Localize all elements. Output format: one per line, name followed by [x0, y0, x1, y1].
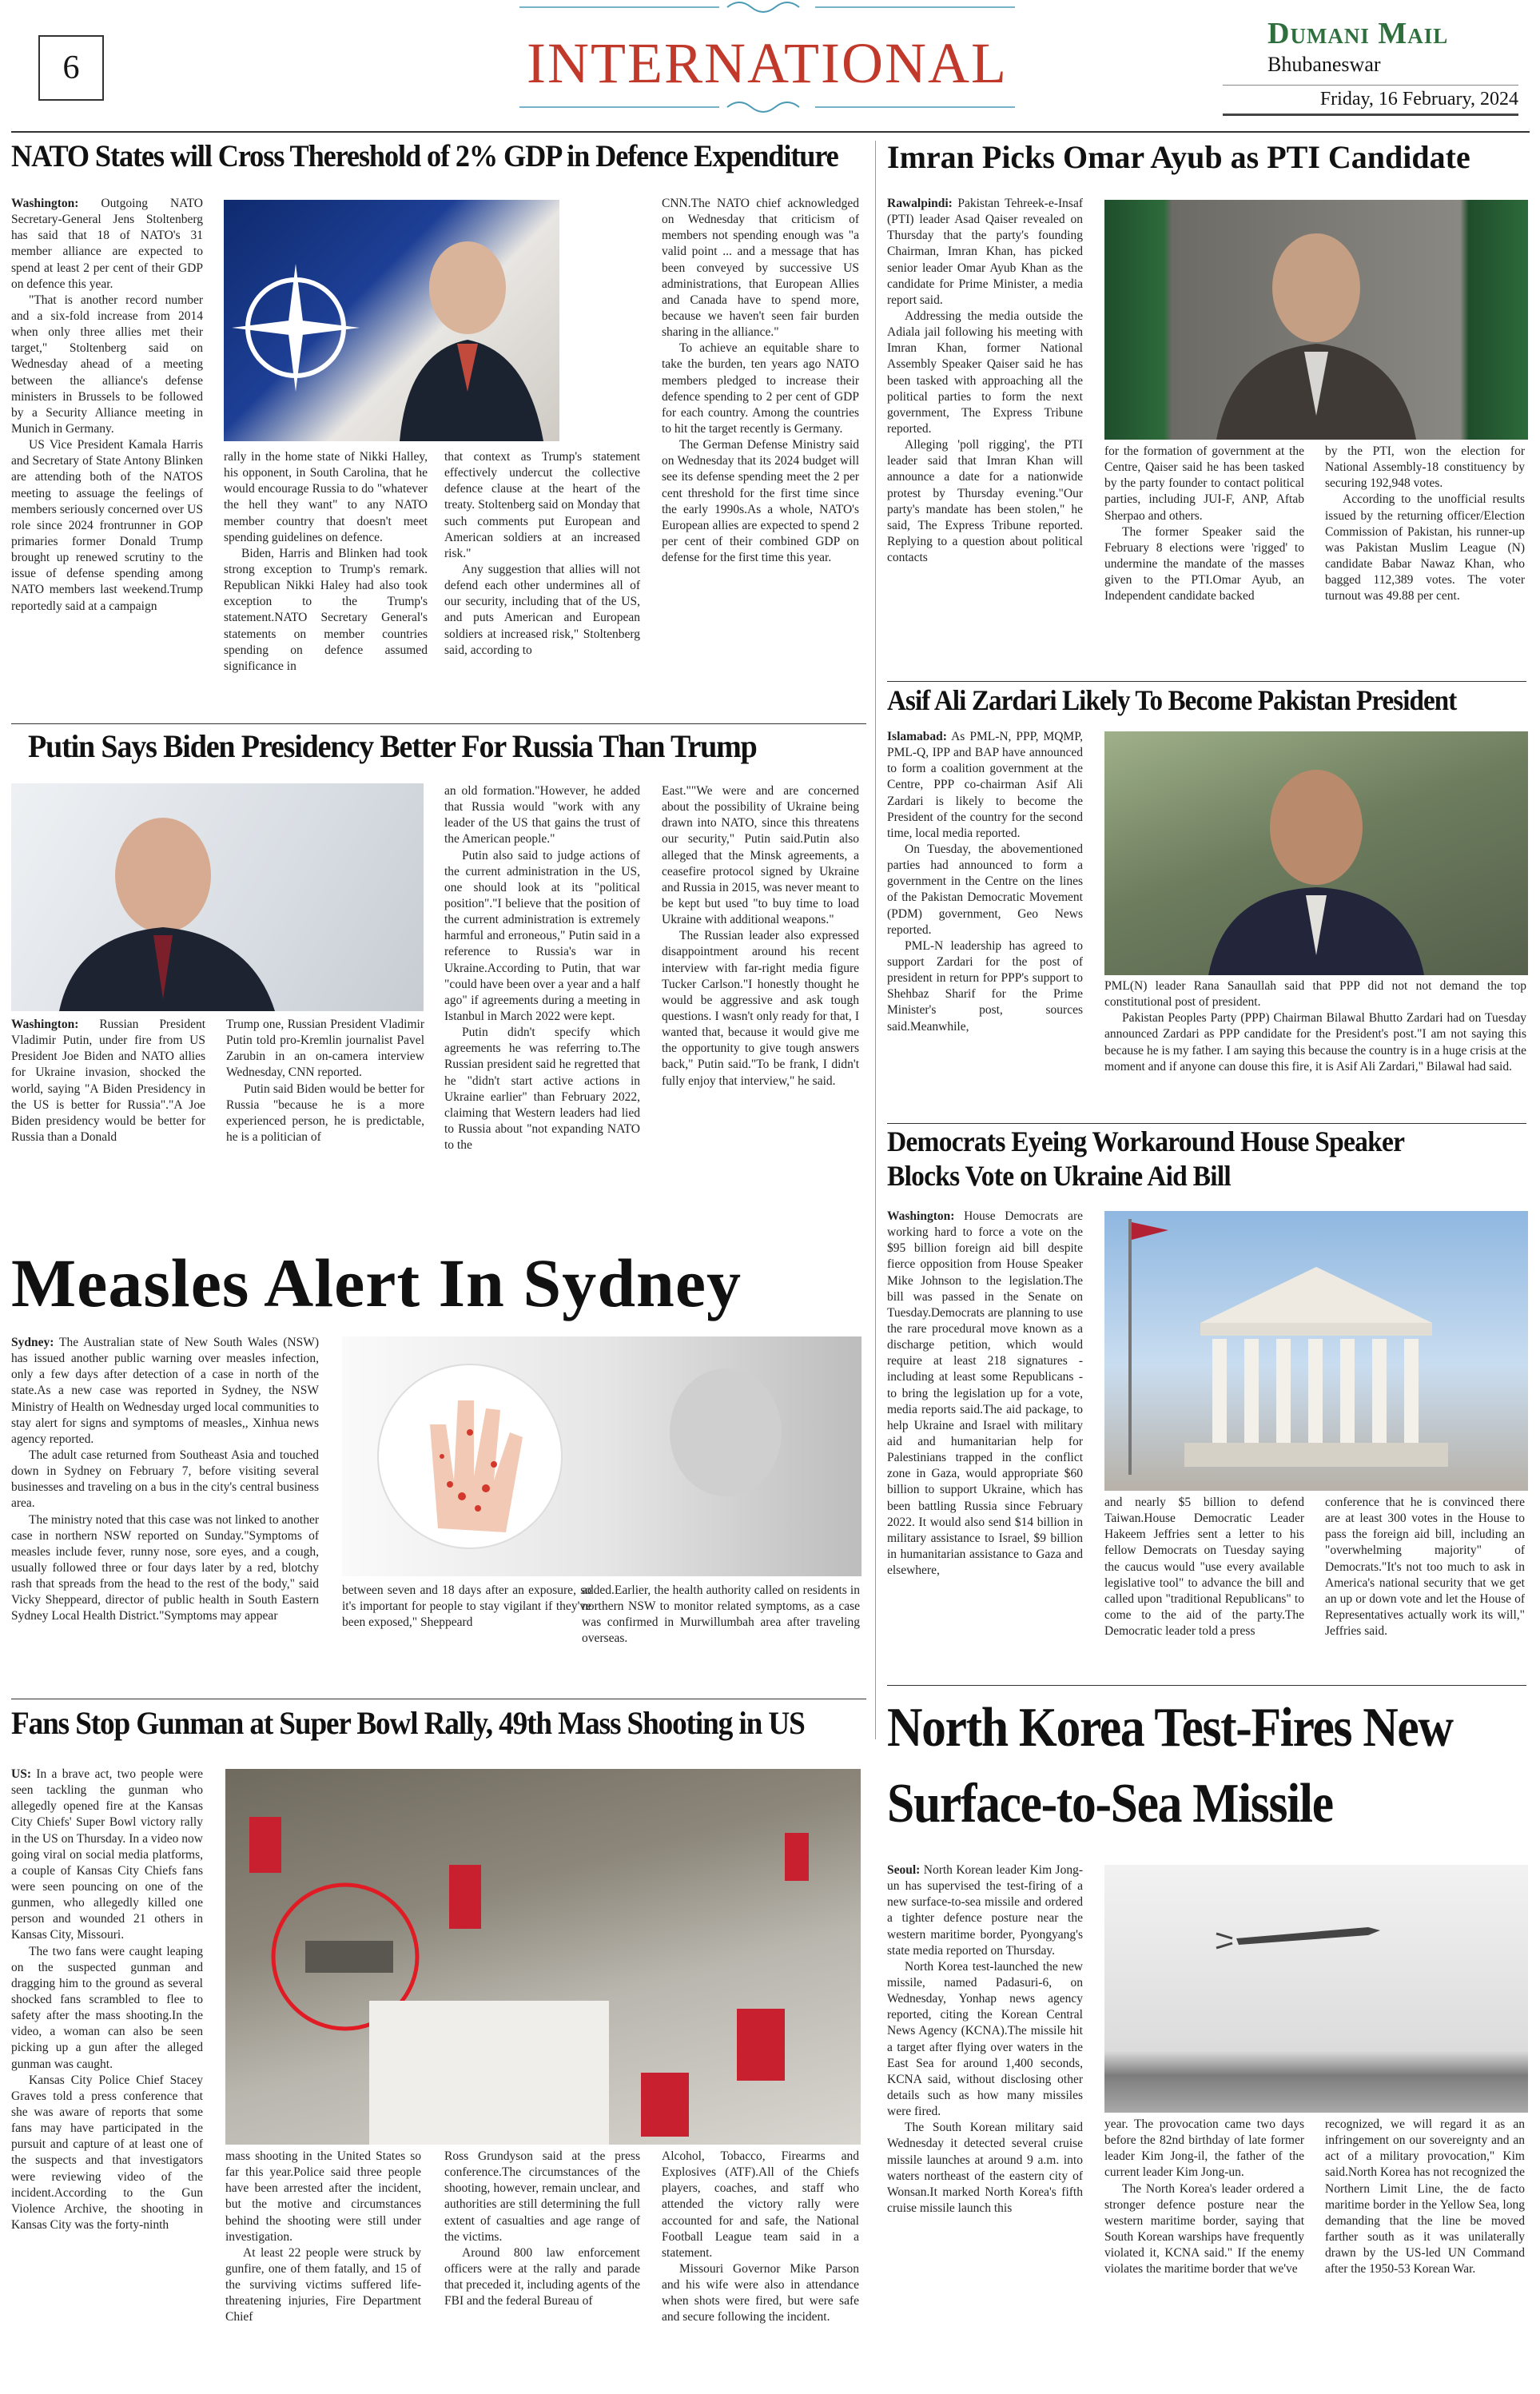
zardari-headline: Asif Ali Zardari Likely To Become Pakistan President: [887, 684, 1457, 716]
nkorea-col-1: [887, 1862, 1083, 2386]
paragraph: Biden, Harris and Blinken had took strong exception to Trump's remark. Republican Nikki Haley had also took exception to the Trump's statement.NATO Secretary General's statements on member countries spending on defence assumed significance in: [224, 546, 428, 673]
paragraph: The former Speaker said the February 8 elections were 'rigged' to undermine the mandate of the masses given to the PTI.Omar Ayub, an Independent candidate backed: [1104, 524, 1304, 603]
imran-col-2: [1104, 444, 1304, 675]
paragraph: North Korean leader Kim Jong-un has supervised the test-firing of a new surface-to-sea missile and ordered a tighter defence posture near the western maritime border, Pyongyang's state media reported on Thursday.: [887, 1863, 1083, 1958]
city: Bhubaneswar: [1267, 53, 1381, 76]
measles-col-3: [582, 1583, 860, 1687]
dateline: US:: [11, 1767, 31, 1781]
paragraph: Pakistan Peoples Party (PPP) Chairman Bilawal Bhutto Zardari had on Tuesday announced Zardari as PPP candidate for the President's post."I am not saying this because he is my father. I am saying this because the country is in a huge crisis at the moment and if anyone can douse this fire, it is Asif Ali Zardari," Bilawal had said.: [1104, 1011, 1526, 1074]
gunman-col-2: [225, 2149, 421, 2384]
putin-col-3: [444, 783, 640, 1265]
paragraph: The German Defense Ministry said on Wednesday that its 2024 budget will see its defense spending meet the 2 per cent threshold for the first time since the early 1990s.As a whole, NATO's European allies are expected to spend 2 per cent of their combined GDP on defense for the first time this year.: [662, 438, 859, 565]
nkorea-headline-1: North Korea Test-Fires New: [887, 1697, 1453, 1759]
paragraph: Missouri Governor Mike Parson and his wife were also in attendance when shots were fired, but were safe and secure following the incident.: [662, 2261, 859, 2324]
gunman-col-3: [444, 2149, 640, 2384]
paragraph: conference that he is convinced there are at least 300 votes in the House to pass the foreign aid bill, including an "overwhelming majority" of Democrats."It's not too much to ask in America's national security that we get an up or down vote and let the House of Representatives actually work its will," Jeffries said.: [1325, 1496, 1525, 1639]
paragraph: North Korea test-launched the new missile, named Padasuri-6, on Wednesday, Yonhap news agency reported, citing the Korean Central News Agency (KCNA).The missile hit a target after flying over waters in the East Sea for around 1,400 seconds, KCNA said, without disclosing other details such as how many missiles were fired.: [887, 1959, 1083, 2119]
gunman-headline: Fans Stop Gunman at Super Bowl Rally, 49th Mass Shooting in US: [11, 1705, 805, 1741]
paragraph: Any suggestion that allies will not defend each other undermines all of our security, including that of the US, and puts American and European soldiers at increased risk," Stoltenberg said, according to: [444, 562, 640, 657]
paragraph: CNN.The NATO chief acknowledged on Wednesday that criticism of members not spending enough was "a valid point ... and a message that has been conveyed by successive US administrations, that European Allies and Canada have to spend more, because we haven't seen fair burden sharing in the alliance.": [662, 197, 859, 340]
paragraph: by the PTI, won the election for National Assembly-18 constituency by securing 192,948 votes.: [1325, 444, 1525, 491]
paragraph: The South Korean military said Wednesday it detected several cruise missile launches at around 9 a.m. into waters northeast of the eastern city of Wonsan.It marked North Korea's fifth cruise missile launch this: [887, 2121, 1083, 2215]
rally-crowd-icon: [225, 1769, 861, 2145]
putin-col-4: [662, 783, 859, 1265]
paragraph: US Vice President Kamala Harris and Secretary of State Antony Blinken are attending both of the NATOS meeting to assuage the feelings of members seriously concerned over US role since 2024 frontrunner in GOP primaries former Donald Trump brought up renewed scrutiny to the issue of defense spending among NATO members last weekend.Trump reportedly said at a campaign: [11, 438, 203, 613]
democrats-col-1: [887, 1209, 1083, 1680]
paragraph: for the formation of government at the Centre, Qaiser said he has been tasked by the party founder to contact political parties, including JUI-F, ANP, Aftab Sherpao and others.: [1104, 444, 1304, 523]
paragraph: rally in the home state of Nikki Halley, his opponent, in South Carolina, that he would encourage Russia to do "whatever the hell they want" to any NATO member country that doesn't meet spending guidelines on defence.: [224, 450, 428, 544]
nato-col-2: [224, 449, 428, 717]
democrats-col-2: [1104, 1495, 1304, 1680]
imran-col-3: [1325, 444, 1525, 675]
paragraph: between seven and 18 days after an exposure, so it's important for people to stay vigilant if they've been exposed," Sheppeard: [342, 1583, 591, 1630]
paragraph: The North Korea's leader ordered a stronger defence posture near the western maritime border, saying that South Korean warships have frequently violated it, KCNA said." If the enemy violates the maritime border that we've: [1104, 2181, 1304, 2276]
paragraph: that context as Trump's statement effectively undercut the collective defence clause at the heart of the treaty. Stoltenberg said on Monday that such comments put European and American soldiers at an increased risk.": [444, 450, 640, 560]
missile-photo: [1104, 1865, 1528, 2113]
nkorea-headline-2: Surface-to-Sea Missile: [887, 1773, 1333, 1834]
supreme-court-building-icon: [1104, 1211, 1528, 1491]
dateline: Washington:: [11, 197, 79, 210]
dateline: Washington:: [11, 1018, 79, 1031]
paragraph: As PML-N, PPP, MQMP, PML-Q, IPP and BAP have announced to form a coalition government at the Centre, PPP co-chairman Asif Ali Zardari is likely to become the President of the country for the second time, local media reported.: [887, 730, 1083, 840]
paragraph: Russian President Vladimir Putin, under fire from US President Joe Biden and NATO allies for Ukraine invasion, shocked the world, saying "A Biden Presidency in the US is better for Russia"."A Joe Biden presidency would be better for Russia than a Donald: [11, 1018, 205, 1144]
putin-photo: [11, 783, 424, 1011]
nato-headline: NATO States will Cross Thereshold of 2% GDP in Defence Expenditure: [11, 139, 838, 173]
paragraph: PML-N leadership has agreed to support Zardari for the post of president in return for PPP's support to Shehbaz Sharif for the Prime Minister's post, sources said.Meanwhile,: [887, 938, 1083, 1034]
dateline: Sydney:: [11, 1336, 54, 1349]
paragraph: Putin said Biden would be better for Russia "because he is a more experienced person, he is predictable, he is a politician of: [226, 1081, 424, 1144]
paragraph: Addressing the media outside the Adiala jail following his meeting with Imran Khan, former National Assembly Speaker Qaiser said he has been tasked with approaching all the political parties to form the next government, The Express Tribune reported.: [887, 309, 1083, 436]
stoltenberg-photo-icon: [224, 200, 559, 441]
putin-headline: Putin Says Biden Presidency Better For Russia Than Trump: [28, 728, 757, 764]
putin-photo-icon: [11, 783, 424, 1011]
divider: [887, 1123, 1526, 1124]
measles-col-1: [11, 1335, 319, 1687]
section-title: INTERNATIONAL: [527, 31, 1008, 95]
nato-col-3: [444, 449, 640, 717]
paragraph: mass shooting in the United States so far this year.Police said three people have been arrested after the incident, but the motive and circumstances behind the shooting were still under investigation.: [225, 2149, 421, 2244]
zardari-col-2: [1104, 978, 1526, 1121]
paragraph: an old formation."However, he added that Russia would "work with any leader of the US that gains the trust of the American people.": [444, 784, 640, 846]
divider: [887, 1685, 1526, 1686]
democrats-headline-1: Democrats Eyeing Workaround House Speaker: [887, 1125, 1405, 1157]
dateline: Seoul:: [887, 1863, 921, 1877]
paragraph: Trump one, Russian President Vladimir Putin told pro-Kremlin journalist Pavel Zarubin in an on-camera interview Wednesday, CNN reported.: [226, 1018, 424, 1080]
paragraph: According to the unofficial results issued by the returning officer/Election Commission of Pakistan, his runner-up was Pakistan Muslim League (N) candidate Babar Nawaz Khan, who bagged 112,389 votes. The voter turnout was 49.88 per cent.: [1325, 492, 1525, 603]
measles-headline: Measles Alert In Sydney: [11, 1245, 742, 1321]
gunman-col-1: [11, 1767, 203, 2386]
paragraph: and nearly $5 billion to defend Taiwan.House Democratic Leader Hakeem Jeffries sent a letter to his fellow Democrats on Tuesday saying the caucus would "use every available legislative tool" to advance the bill and called upon "traditional Republicans" to come to the aid of the party.The Democratic leader told a press: [1104, 1496, 1304, 1639]
imran-headline: Imran Picks Omar Ayub as PTI Candidate: [887, 139, 1470, 175]
paragraph: Kansas City Police Chief Stacey Graves told a press conference that she was aware of reports that some fans may have participated in the pursuit and capture of at least one of the suspects and that investigators were reviewing video of the incident.According to the Gun Violence Archive, the shooting in Kansas City was the forty-ninth: [11, 2073, 203, 2232]
measles-col-2: [342, 1583, 591, 1687]
zardari-photo-icon: [1104, 731, 1528, 975]
paragraph: To achieve an equitable share to take the burden, ten years ago NATO members pledged to increase their defence spending to 2 per cent of GDP for each country. Among the countries to hit the target recently is Germany.: [662, 341, 859, 436]
paragraph: Pakistan Tehreek-e-Insaf (PTI) leader Asad Qaiser revealed on Thursday that the party's founding Chairman, Imran Khan, has picked senior leader Omar Ayub Khan as the candidate for Prime Minister, a media report said.: [887, 197, 1083, 307]
nato-col-1: [11, 196, 203, 717]
paragraph: "That is another record number and a six-fold increase from 2014 when only three allies met their target," Stoltenberg said on Wednesday ahead of a meeting between the alliance's defense ministers in Brussels to be followed by a Security Alliance meeting in Munich in Germany.: [11, 293, 203, 436]
dateline: Rawalpindi:: [887, 197, 953, 210]
nkorea-col-3: [1325, 2117, 1525, 2386]
putin-col-1: [11, 1017, 205, 1265]
masthead-rule: [11, 131, 1530, 133]
paragraph: Putin also said to judge actions of the current administration in the US, one should look at its "political position"."I believe that the position of the current administration is extremely harmful and erroneous," Putin said in a reference to Russia's war in Ukraine.According to Putin, that war "could have been over a year and a half ago" if agreements during a meeting in Istanbul in March 2022 were kept.: [444, 848, 640, 1023]
nato-photo: [224, 200, 559, 441]
divider: [11, 723, 866, 724]
ornament-top: [519, 0, 1015, 14]
nato-col-4: [662, 196, 859, 717]
column-divider: [875, 141, 876, 1739]
capitol-photo: [1104, 1211, 1528, 1491]
zardari-photo: [1104, 731, 1528, 975]
ornament-bottom: [519, 100, 1015, 114]
zardari-col-1: [887, 729, 1083, 1119]
paragraph: Ross Grundyson said at the press conference.The circumstances of the shooting, however, remain unclear, and authorities are still determining the full extent of casualties and age range of the victims.: [444, 2149, 640, 2244]
paragraph: At least 22 people were struck by gunfire, one of them fatally, and 15 of the surviving victims suffered life-threatening injuries, Fire Department Chief: [225, 2245, 421, 2324]
brand-name: Dumani Mail: [1267, 17, 1449, 50]
imran-col-1: [887, 196, 1083, 671]
paragraph: recognized, we will regard it as an infringement on our sovereignty and an act of a military provocation," Kim said.North Korea has not recognized the Northern Limit Line, the de facto maritime border in the Yellow Sea, long demanding that the line be moved farther south as it was unilaterally drawn by the US-led UN Command after the 1950-53 Korean War.: [1325, 2117, 1525, 2276]
paragraph: The ministry noted that this case was not linked to another case in northern NSW reported on Sunday."Symptoms of measles include fever, runny nose, sore eyes, and a cough, usually followed three or four days later by a red, blotchy rash that spreads from the head to the rest of the body," said Vicky Sheppeard, director of public health in South Eastern Sydney Local Health District."Symptoms may appear: [11, 1512, 319, 1623]
divider: [887, 681, 1526, 682]
dateline: Washington:: [887, 1209, 955, 1223]
paragraph: The adult case returned from Southeast Asia and touched down in Sydney on February 7, before visiting several businesses and traveling on a bus in the city's central business area.: [11, 1448, 319, 1511]
page-number: 6: [38, 35, 104, 101]
omar-ayub-photo-icon: [1104, 200, 1528, 440]
paragraph: Around 800 law enforcement officers were at the rally and parade that preceded it, including agents of the FBI and the federal Bureau of: [444, 2245, 640, 2308]
paragraph: PML(N) leader Rana Sanaullah said that PPP did not not demand the top constitutional post of president.: [1104, 979, 1526, 1010]
paragraph: The two fans were caught leaping on the suspected gunman and dragging him to the ground as several shocked fans scrambled to flee to safety after the mass shooting.In the video, a woman can also be seen picking up a gun after the alleged gunman was caught.: [11, 1944, 203, 2071]
rash-hand-icon: [342, 1336, 862, 1576]
paragraph: In a brave act, two people were seen tackling the gunman who allegedly opened fire at the Kansas City Chiefs' Super Bowl victory rally in the US on Thursday. In a video now going viral on social media platforms, a couple of Kansas City Chiefs fans were seen pouncing on one of the gunmen, who allegedly killed one person and wounded 21 others in Kansas City, Missouri.: [11, 1767, 203, 1942]
paragraph: Putin didn't specify which agreements he was referring to.The Russian president said he regretted that he "didn't start active actions in Ukraine earlier" than February 2022, claiming that Western leaders had lied to Russia about "not expanding NATO to the: [444, 1026, 640, 1153]
paragraph: year. The provocation came two days before the 82nd birthday of late former leader Kim Jong-il, the father of the current leader Kim Jong-un.: [1104, 2117, 1304, 2180]
paragraph: Outgoing NATO Secretary-General Jens Stoltenberg has said that 18 of NATO's 31 member alliance are expected to spend at least 2 per cent of their GDP on defence this year.: [11, 197, 203, 291]
paragraph: East.""We were and are concerned about the possibility of Ukraine being drawn into NATO, since this threatens our security," Putin said.Putin also alleged that the Minsk agreements, a ceasefire protocol signed by Ukraine and Russia in 2015, was never meant to be kept but used "to buy time to load Ukraine with additional weapons.": [662, 784, 859, 927]
paragraph: added.Earlier, the health authority called on residents in northern NSW to monitor related symptoms, as a case was confirmed in Murwillumbah area after traveling overseas.: [582, 1583, 860, 1646]
gunman-col-4: [662, 2149, 859, 2384]
issue-date: Friday, 16 February, 2024: [1223, 85, 1518, 116]
dateline: Islamabad:: [887, 730, 947, 743]
measles-photo: [342, 1336, 862, 1576]
putin-col-2: [226, 1017, 424, 1265]
imran-photo: [1104, 200, 1528, 440]
nkorea-col-2: [1104, 2117, 1304, 2386]
paragraph: House Democrats are working hard to force a vote on the $95 billion foreign aid bill despite fierce opposition from House Speaker Mike Johnson to the legislation.The bill was passed in the Senate on Tuesday.Democrats are planning to use the rare procedural move known as a discharge petition, which would require at least 218 signatures - including at least some Republicans - to bring the legislation up for a vote, media reports said.The aid package, to help Ukraine and Israel with military aid and humanitarian help for Palestinians trapped in the conflict zone in Gaza, would appropriate $60 billion to support Ukraine, which has been battling Russia since February 2022. It would also send $14 billion in military assistance to Israel, $9 billion in humanitarian assistance to Gaza and elsewhere,: [887, 1209, 1083, 1578]
democrats-col-3: [1325, 1495, 1525, 1680]
missile-icon: [1104, 1865, 1528, 2113]
paragraph: Alcohol, Tobacco, Firearms and Explosives (ATF).All of the Chiefs players, coaches, and staff who attended the victory rally were accounted for and safe, the National Football League team said in a statement.: [662, 2149, 859, 2260]
rally-photo: [225, 1769, 861, 2145]
paragraph: The Australian state of New South Wales (NSW) has issued another public warning over measles infection, only a few days after detection of a case in north of the state.As a new case was reported in Sydney, the NSW Ministry of Health on Wednesday urged local communities to stay alert for signs and symptoms of measles,, Xinhua news agency reported.: [11, 1336, 319, 1446]
paragraph: Alleging 'poll rigging', the PTI leader said that Imran Khan will announce a date for a nationwide protest by Thursday evening."Our party's mandate has been stolen," he said, The Express Tribune reported. Replying to a question about political contacts: [887, 438, 1083, 565]
paragraph: The Russian leader also expressed disappointment around his recent interview with far-right media figure Tucker Carlson."I honestly thought he would be aggressive and ask tough questions. I wasn't only ready for that, I wanted that, because it would give me the opportunity to give tough answers back," Putin said."To be frank, I didn't fully enjoy that interview," he said.: [662, 929, 859, 1088]
democrats-headline-2: Blocks Vote on Ukraine Aid Bill: [887, 1160, 1231, 1192]
paragraph: On Tuesday, the abovementioned parties had announced to form a government in the Centre on the lines of the Pakistan Democratic Movement (PDM) government, Geo News reported.: [887, 842, 1083, 937]
